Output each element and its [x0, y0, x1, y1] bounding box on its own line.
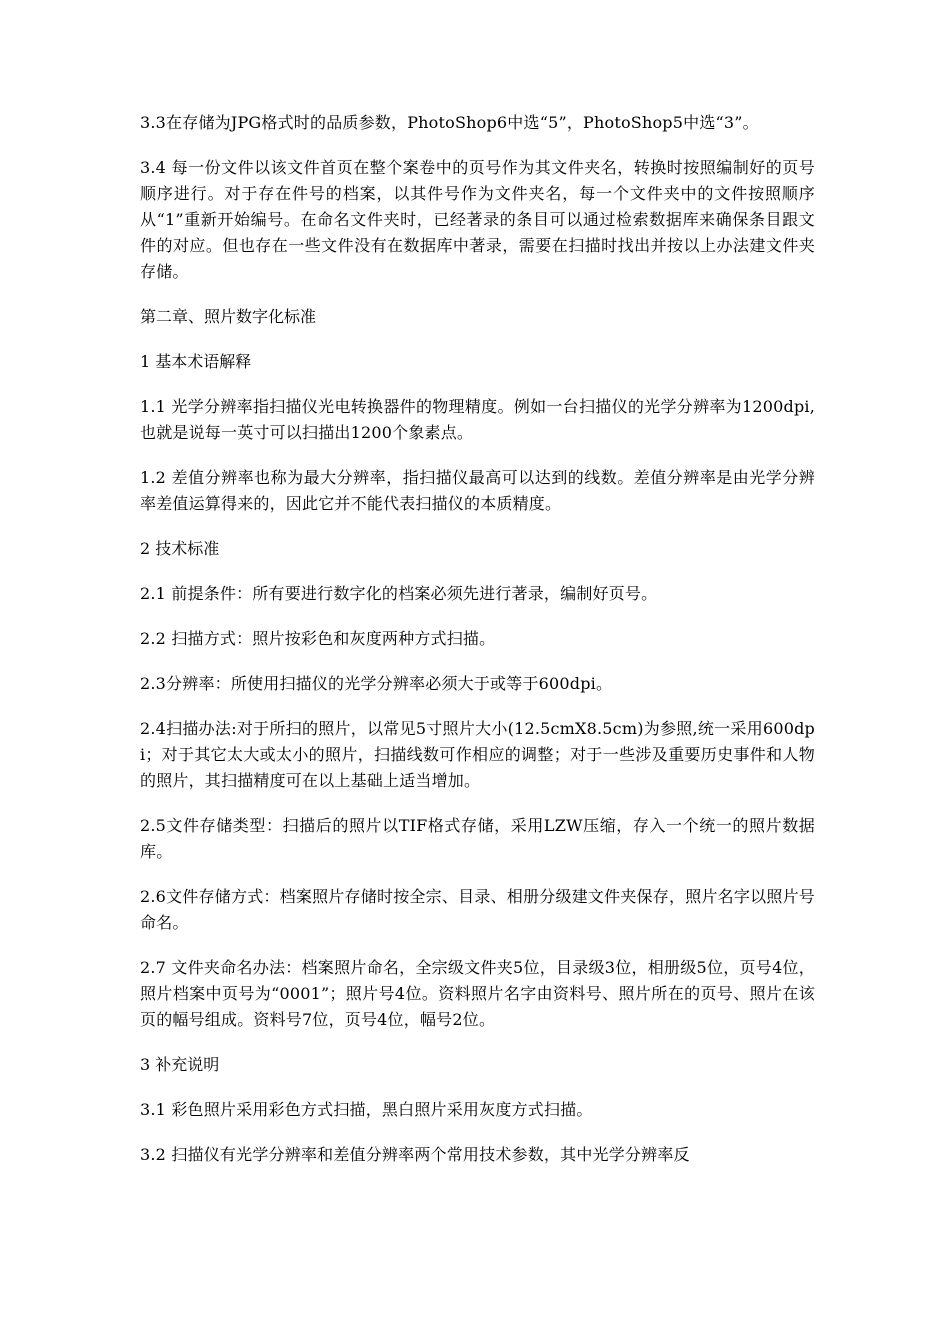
paragraph-2-5: 2.5文件存储类型：扫描后的照片以TIF格式存储，采用LZW压缩，存入一个统一的照片数据库。 [140, 816, 815, 861]
paragraph-3-1: 3.1 彩色照片采用彩色方式扫描，黑白照片采用灰度方式扫描。 [140, 1100, 593, 1119]
paragraph-2-3: 2.3分辨率：所使用扫描仪的光学分辨率必须大于或等于600dpi。 [140, 674, 613, 693]
paragraph-1-1: 1.1 光学分辨率指扫描仪光电转换器件的物理精度。例如一台扫描仪的光学分辨率为1200dpi,也就是说每一英寸可以扫描出1200个象素点。 [140, 397, 815, 442]
paragraph-2-6: 2.6文件存储方式：档案照片存储时按全宗、目录、相册分级建文件夹保存，照片名字以照片号命名。 [140, 887, 815, 932]
paragraph-3-2: 3.2 扫描仪有光学分辨率和差值分辨率两个常用技术参数，其中光学分辨率反 [140, 1145, 690, 1164]
paragraph-3-4: 3.4 每一份文件以该文件首页在整个案卷中的页号作为其文件夹名，转换时按照编制好的页号顺序进行。对于存在件号的档案，以其件号作为文件夹名，每一个文件夹中的文件按照顺序从“1”重新开始编号。在命名文件夹时，已经著录的条目可以通过检索数据库来确保条目跟文件的对应。但也存在一些文件没有在数据库中著录，需要在扫描时找出并按以上办法建文件夹存储。 [140, 158, 815, 281]
paragraph-2-4: 2.4扫描办法:对于所扫的照片，以常见5寸照片大小(12.5cmX8.5cm)为参照,统一采用600dpi；对于其它太大或太小的照片，扫描线数可作相应的调整；对于一些涉及重要历史事件和人物的照片，其扫描精度可在以上基础上适当增加。 [140, 719, 815, 790]
section-heading-1: 1 基本术语解释 [140, 352, 252, 371]
paragraph-1-2: 1.2 差值分辨率也称为最大分辨率，指扫描仪最高可以达到的线数。差值分辨率是由光学分辨率差值运算得来的，因此它并不能代表扫描仪的本质精度。 [140, 468, 815, 513]
paragraph-2-2: 2.2 扫描方式：照片按彩色和灰度两种方式扫描。 [140, 629, 496, 648]
paragraph-2-1: 2.1 前提条件：所有要进行数字化的档案必须先进行著录，编制好页号。 [140, 584, 658, 603]
paragraph-2-7: 2.7 文件夹命名办法：档案照片命名，全宗级文件夹5位，目录级3位，相册级5位，页号4位，照片档案中页号为“0001”；照片号4位。资料照片名字由资料号、照片所在的页号、照片在该页的幅号组成。资料号7位，页号4位，幅号2位。 [140, 958, 815, 1029]
chapter-heading: 第二章、照片数字化标准 [140, 307, 317, 326]
section-heading-2: 2 技术标准 [140, 539, 220, 558]
document-page [140, 110, 815, 1187]
paragraph-3-3: 3.3在存储为JPG格式时的品质参数，PhotoShop6中选“5”，PhotoShop5中选“3”。 [140, 113, 759, 132]
section-heading-3: 3 补充说明 [140, 1055, 220, 1074]
